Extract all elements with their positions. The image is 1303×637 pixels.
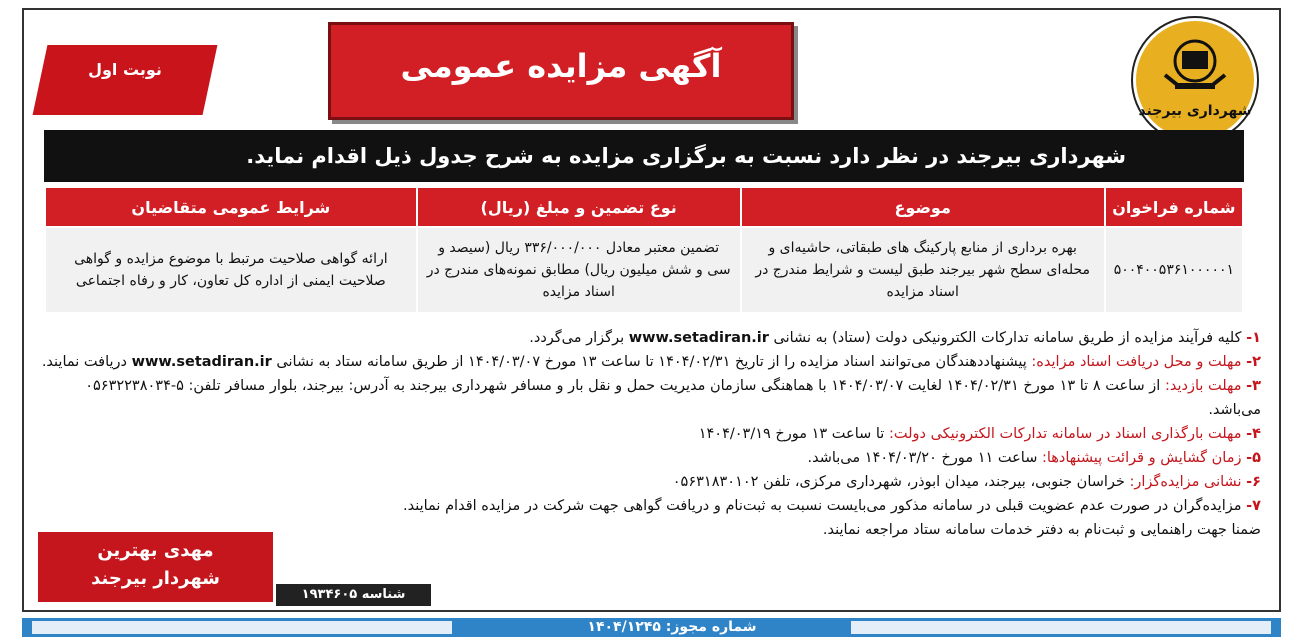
col-guarantee: نوع تضمین و مبلغ (ریال) <box>418 188 740 226</box>
signature-block <box>38 532 273 602</box>
emblem-icon <box>1160 35 1230 95</box>
auction-table <box>44 186 1244 314</box>
cell-guarantee: تضمین معتبر معادل ۳۳۶/۰۰۰/۰۰۰ ریال (سیصد و سی و شش میلیون ریال) مطابق نمونه‌های مندرج در اسناد مزایده <box>418 228 740 312</box>
footer-strip <box>22 618 1281 637</box>
list-item: ۴- مهلت بارگذاری اسناد در سامانه تدارکات الکترونیکی دولت: تا ساعت ۱۳ مورخ ۱۴۰۴/۰۳/۱۹ <box>698 426 1261 442</box>
col-call-number: شماره فراخوان <box>1106 188 1242 226</box>
title-banner <box>328 22 794 120</box>
cell-subject: بهره برداری از منابع پارکینگ های طبقاتی، حاشیه‌ای و محله‌ای سطح شهر بیرجند طبق لیست و شرایط مندرج در اسناد مزایده <box>742 228 1104 312</box>
list-item: ۳- مهلت بازدید: از ساعت ۸ تا ۱۳ مورخ ۱۴۰۴/۰۲/۳۱ لغایت ۱۴۰۴/۰۳/۰۷ با هماهنگی سازمان مدیریت حمل و نقل بار و مسافر شهرداری بیرجند به آدرس: بیرجند، بلوار مسافر تلفن: ۵-۰۵۶۳۲۲۳۸۰۳۴ می‌باشد. <box>85 378 1261 418</box>
setad-link[interactable]: www.setadiran.ir <box>131 354 272 370</box>
subheader-text: شهرداری بیرجند در نظر دارد نسبت به برگزاری مزایده به شرح جدول ذیل اقدام نماید. <box>246 144 1126 168</box>
signatory-title: شهردار بیرجند <box>91 568 220 589</box>
setad-link[interactable]: www.setadiran.ir <box>628 330 769 346</box>
permit-number: شماره مجوز: ۱۴۰۴/۱۲۴۵ <box>587 619 757 635</box>
col-subject: موضوع <box>742 188 1104 226</box>
page-title: آگهی مزایده عمومی <box>400 47 722 85</box>
col-conditions: شرایط عمومی متقاضیان <box>46 188 416 226</box>
round-badge-shape <box>33 45 218 115</box>
footer-decor-left <box>32 621 452 634</box>
list-item: ۶- نشانی مزایده‌گزار: خراسان جنوبی، بیرجند، میدان ابوذر، شهرداری مرکزی، تلفن ۰۵۶۳۱۸۳۰۱۰۲ <box>672 474 1261 490</box>
list-item: ۷- مزایده‌گران در صورت عدم عضویت قبلی در سامانه مذکور می‌بایست نسبت به ثبت‌نام و دریافت گواهی جهت شرکت در مزایده اقدام نمایند. <box>403 498 1261 514</box>
terms-list <box>36 326 1261 542</box>
birjand-municipality-logo <box>1133 18 1257 142</box>
notice-id: شناسه ۱۹۳۴۶۰۵ <box>276 584 431 606</box>
cell-call-number: ۵۰۰۴۰۰۵۳۶۱۰۰۰۰۰۱ <box>1106 228 1242 312</box>
round-badge: نوبت اول <box>88 60 162 79</box>
signatory-name: مهدی بهترین <box>97 540 214 561</box>
list-item: ضمنا جهت راهنمایی و ثبت‌نام به دفتر خدمات سامانه ستاد مراجعه نمایند. <box>822 522 1261 538</box>
footer-decor-right <box>851 621 1271 634</box>
list-item: ۵- زمان گشایش و قرائت پیشنهادها: ساعت ۱۱ مورخ ۱۴۰۴/۰۳/۲۰ می‌باشد. <box>807 450 1261 466</box>
list-item: ۱- کلیه فرآیند مزایده از طریق سامانه تدارکات الکترونیکی دولت (ستاد) به نشانی www.setadiran.ir برگزار می‌گردد. <box>529 330 1261 346</box>
logo-caption: شهرداری بیرجند <box>1138 103 1252 119</box>
list-item: ۲- مهلت و محل دریافت اسناد مزایده: پیشنهاددهندگان می‌توانند اسناد مزایده را از تاریخ ۱۴۰۴/۰۲/۳۱ تا ساعت ۱۳ مورخ ۱۴۰۴/۰۳/۰۷ از طریق سامانه ستاد به نشانی www.setadiran.ir دریافت نمایند. <box>41 354 1261 370</box>
table-row <box>46 228 1242 312</box>
cell-conditions: ارائه گواهی صلاحیت مرتبط با موضوع مزایده و گواهی صلاحیت ایمنی از اداره کل تعاون، کار و رفاه اجتماعی <box>46 228 416 312</box>
subheader-bar <box>44 130 1244 182</box>
